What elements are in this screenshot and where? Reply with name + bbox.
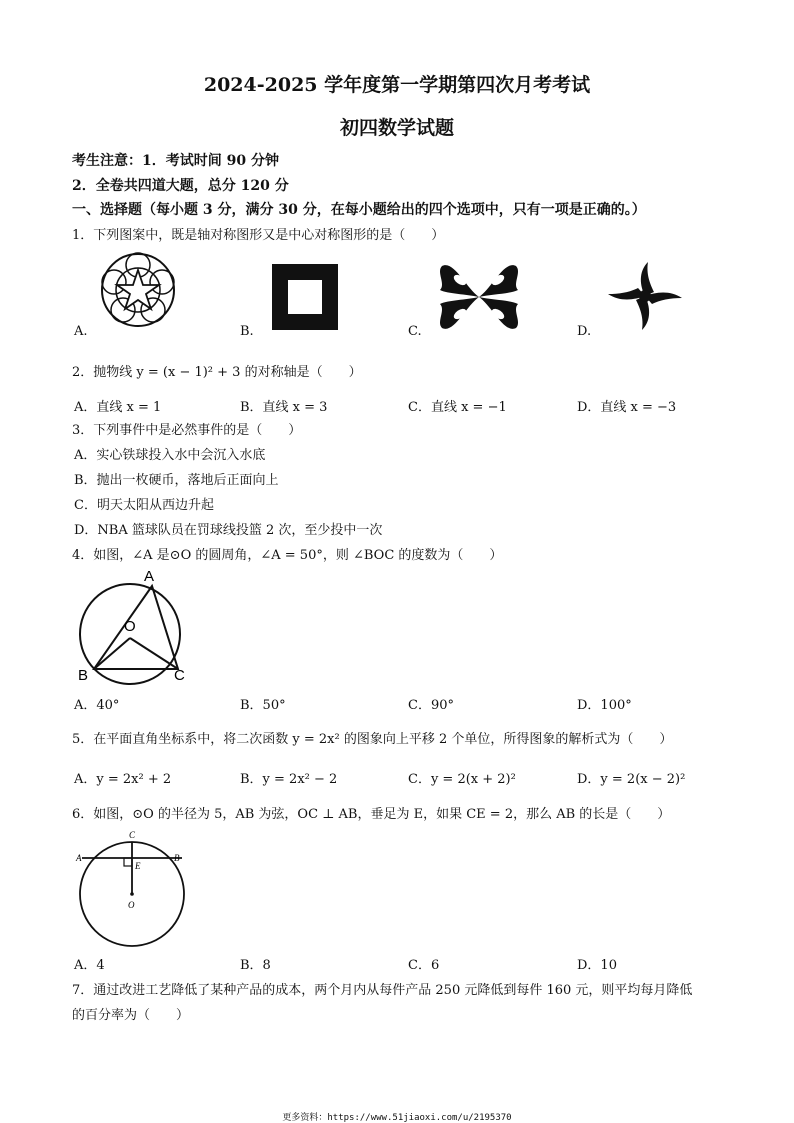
question-3-option-c: C．明天太阳从西边升起 — [74, 498, 214, 513]
question-5-stem: 5．在平面直角坐标系中，将二次函数 y = 2x² 的图象向上平移 2 个单位，所得图象的解析式为（ ） — [72, 732, 673, 747]
figure-4-label-b: B — [78, 667, 89, 684]
figure-6-label-c: C — [129, 830, 136, 840]
question-3-option-d: D．NBA 篮球队员在罚球线投篮 2 次，至少投中一次 — [74, 523, 383, 538]
figure-6-label-e: E — [135, 861, 141, 871]
question-1-option-b: B. — [240, 324, 254, 339]
question-5-option-d: D．y = 2(x − 2)² — [577, 772, 686, 787]
question-5-option-c: C．y = 2(x + 2)² — [408, 772, 516, 787]
question-6-option-b: B．8 — [240, 958, 271, 973]
figure-1a-star-circle — [98, 250, 178, 330]
section-heading: 一、选择题（每小题 3 分，满分 30 分，在每小题给出的四个选项中，只有一项是正确的。） — [72, 202, 646, 218]
question-3-option-b: B．抛出一枚硬币，落地后正面向上 — [74, 473, 279, 488]
figure-6-label-a: A — [76, 853, 82, 863]
figure-1c-butterfly — [436, 258, 522, 336]
figure-4-label-a: A — [144, 568, 155, 585]
question-2-stem: 2．抛物线 y = (x − 1)² + 3 的对称轴是（ ） — [72, 365, 362, 380]
footer-link[interactable]: 更多资料：https://www.51jiaoxi.com/u/2195370 — [282, 1113, 512, 1123]
question-5-option-a: A．y = 2x² + 2 — [74, 772, 172, 787]
figure-4-label-c: C — [174, 667, 185, 684]
question-4-option-c: C．90° — [408, 698, 454, 713]
question-2-option-b: B．直线 x = 3 — [240, 400, 328, 415]
figure-4-label-o: O — [124, 618, 136, 635]
question-2-option-d: D．直线 x = −3 — [577, 400, 677, 415]
question-1-option-a: A. — [74, 324, 88, 339]
figure-6-label-o: O — [128, 900, 135, 910]
question-4-stem: 4．如图，∠A 是⊙O 的圆周角，∠A = 50°，则 ∠BOC 的度数为（ ） — [72, 548, 503, 563]
question-4-option-b: B．50° — [240, 698, 286, 713]
question-4-option-d: D．100° — [577, 698, 632, 713]
question-6-option-d: D．10 — [577, 958, 617, 973]
figure-1d-swirl — [602, 258, 688, 334]
figure-6-circle-chord — [74, 828, 190, 948]
question-1-stem: 1．下列图案中，既是轴对称图形又是中心对称图形的是（ ） — [72, 228, 445, 243]
question-6-stem: 6．如图，⊙O 的半径为 5，AB 为弦，OC ⊥ AB，垂足为 E，如果 CE = 2，那么 AB 的长是（ ） — [72, 807, 671, 822]
question-1-option-c: C. — [408, 324, 422, 339]
figure-4-circle-inscribed-angle — [74, 566, 194, 688]
question-3-stem: 3．下列事件中是必然事件的是（ ） — [72, 423, 302, 438]
figure-1b-square-pinwheel — [266, 258, 344, 336]
question-5-option-b: B．y = 2x² − 2 — [240, 772, 338, 787]
figure-6-label-b: B — [174, 853, 180, 863]
question-6-option-c: C．6 — [408, 958, 440, 973]
question-7-stem-line1: 7．通过改进工艺降低了某种产品的成本，两个月内从每件产品 250 元降低到每件 160 元，则平均每月降低 — [72, 983, 693, 998]
question-3-option-a: A．实心铁球投入水中会沉入水底 — [74, 448, 266, 463]
page-subtitle: 初四数学试题 — [339, 117, 454, 139]
question-2-option-c: C．直线 x = −1 — [408, 400, 507, 415]
question-6-option-a: A．4 — [74, 958, 105, 973]
question-7-stem-line2: 的百分率为（ ） — [72, 1008, 190, 1023]
question-4-option-a: A．40° — [74, 698, 120, 713]
question-1-option-d: D. — [577, 324, 592, 339]
question-2-option-a: A．直线 x = 1 — [74, 400, 162, 415]
page-title: 2024-2025 学年度第一学期第四次月考考试 — [203, 74, 591, 96]
exam-note-1: 考生注意：1．考试时间 90 分钟 — [72, 153, 279, 169]
exam-note-2: 2．全卷共四道大题，总分 120 分 — [72, 178, 289, 194]
